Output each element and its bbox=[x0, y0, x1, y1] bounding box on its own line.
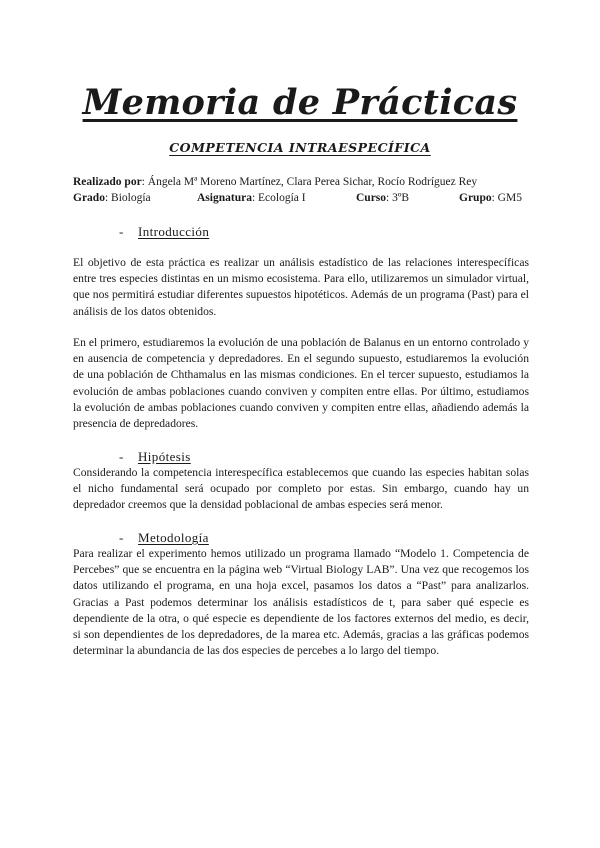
heading-text: Hipótesis bbox=[138, 449, 191, 464]
subject-value: : Ecología I bbox=[251, 192, 306, 204]
grade-field bbox=[73, 190, 151, 206]
authors-value: : Ángela Mª Moreno Martínez, Clara Perea Sichar, Rocío Rodríguez Rey bbox=[141, 176, 478, 188]
heading-text: Introducción bbox=[138, 224, 210, 239]
methodology-paragraph: Para realizar el experimento hemos utilizado un programa llamado “Modelo 1. Competencia de Percebes” que se encuentra en la página web “Virtual Biology LAB”. Una vez que recogemos los datos utilizando el programa, en una hoja excel, pasamos los datos a “Past” para analizarlos. Gracias a Past podemos determinar los análisis estadísticos de t, para saber qué especie es dependiente de la otra, o qué especie es dependiente de los factores externos del medio, es decir, si son dependientes de los depredadores, de la marea etc. Además, gracias a las gráficas podemos determinar la abundancia de las dos especies de percebes a lo largo del tiempo. bbox=[73, 547, 529, 658]
authors-label: Realizado por bbox=[73, 176, 142, 188]
group-label: Grupo bbox=[459, 192, 492, 204]
group-value: : GM5 bbox=[491, 192, 522, 204]
heading-text: Metodología bbox=[138, 530, 209, 545]
course-label: Curso bbox=[356, 192, 387, 204]
intro-paragraph-1: El objetivo de esta práctica es realizar un análisis estadístico de las relaciones interespecíficas entre tres especies distintas en un mismo ecosistema. Para ello, utilizaremos un simulador virtual, que nos permitirá estudiar diferentes supuestos hipotéticos. Además de un programa (Past) para el análisis de los datos obtenidos. bbox=[73, 256, 529, 318]
course-value: : 3ºB bbox=[386, 192, 410, 204]
bullet-dash: - bbox=[119, 224, 124, 239]
bullet-dash: - bbox=[119, 449, 124, 464]
subject-field bbox=[197, 190, 306, 206]
bullet-dash: - bbox=[119, 530, 124, 545]
document-subtitle: COMPETENCIA INTRAESPECÍFICA bbox=[169, 140, 431, 155]
intro-paragraph-2: En el primero, estudiaremos la evolución de una población de Balanus en un entorno controlado y en ausencia de competencia y depredadores. En el segundo supuesto, estudiaremos la evolución de una población de Chthamalus en las mismas condiciones. En el tercer supuesto, estudiamos la evolución de ambas poblaciones cuando conviven y compiten entre ellas. Por último, estudiamos la evolución de ambas poblaciones cuando conviven y compiten entre ellas, añadiendo además la presencia de depredadores. bbox=[73, 336, 529, 431]
course-field bbox=[356, 190, 409, 206]
hypothesis-paragraph: Considerando la competencia interespecífica establecemos que cuando las especies habitan solas el nicho fundamental será ocupado por completo por estas. Sin embargo, cuando hay un depredador creemos que la densidad poblacional de ambas especies será menor. bbox=[73, 466, 529, 512]
subject-label: Asignatura bbox=[197, 192, 252, 204]
course-info-line bbox=[73, 190, 533, 206]
grade-label: Grado bbox=[73, 192, 105, 204]
group-field bbox=[459, 190, 522, 206]
document-title: Memoria de Prácticas bbox=[82, 82, 518, 123]
grade-value: : Biología bbox=[104, 192, 151, 204]
authors-line bbox=[73, 174, 533, 190]
